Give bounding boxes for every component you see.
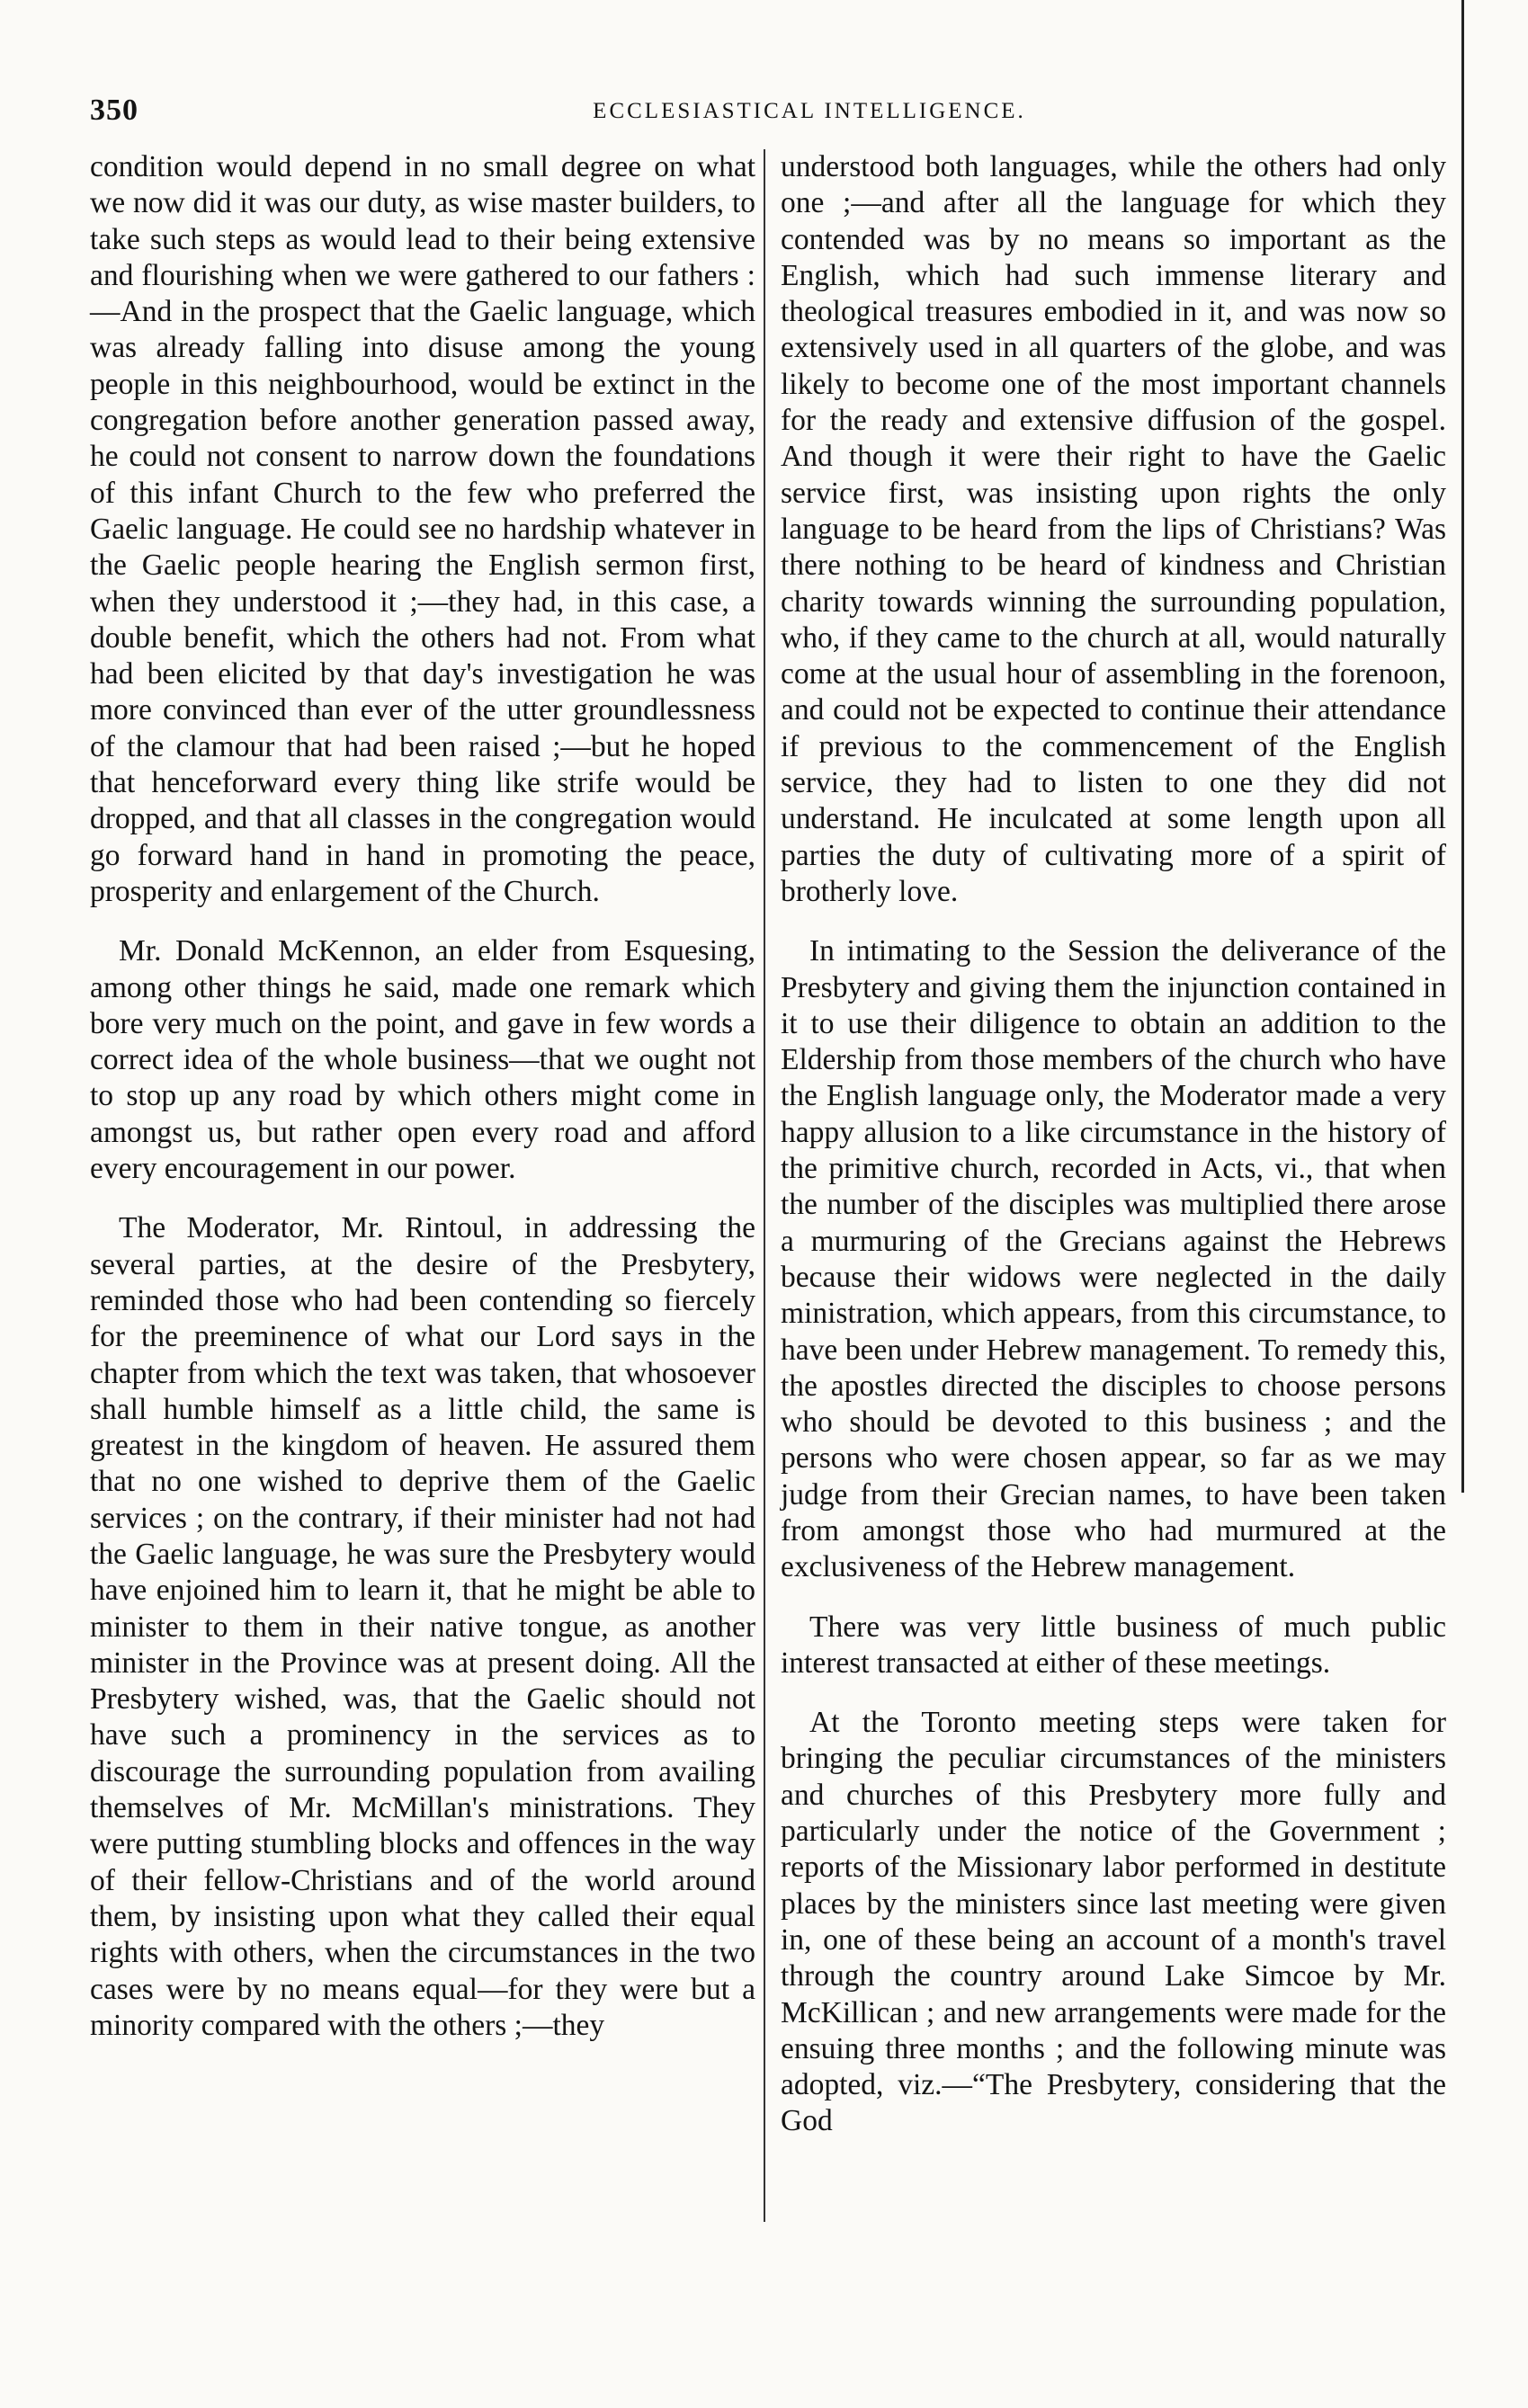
paragraph-business: There was very little business of much public interest transacted at either of these meetings.	[781, 1610, 1446, 1680]
right-column	[781, 149, 1446, 2140]
paragraph-mckennon: Mr. Donald McKennon, an elder from Esquesing, among other things he said, made one remark which bore very much on the point, and gave in few words a correct idea of the whole business—that we ought not to stop up any road by which others might come in amongst us, but rather open every road and afford every encouragement in our power.	[90, 934, 755, 1186]
left-column	[90, 149, 755, 2044]
paragraph-moderator: The Moderator, Mr. Rintoul, in addressing the several parties, at the desire of the Presbytery, reminded those who had been contending so fiercely for the preeminence of what our Lord says in the chapter from which the text was taken, that whosoever shall humble himself as a little child, the same is greatest in the kingdom of heaven. He assured them that no one wished to deprive them of the Gaelic services ; on the contrary, if their minister had not had the Gaelic language, he was sure the Presbytery would have enjoined him to learn it, that he might be able to minister to them in their native tongue, as another minister in the Province was at present doing. All the Presbytery wished, was, that the Gaelic should not have such a prominency in the services as to discourage the surrounding population from availing themselves of Mr. McMillan's ministrations. They were putting stumbling blocks and offences in the way of their fellow-Christians and of the world around them, by insisting upon what they called their equal rights with others, when the circumstances in the two cases were by no means equal—for they were but a minority compared with the others ;—they	[90, 1211, 755, 2042]
paragraph-languages: understood both languages, while the others had only one ;—and after all the language for which they contended was by no means so important as the English, which had such immense literary and theological treasures embodied in it, and was now so extensively used in all quarters of the globe, and was likely to become one of the most important channels for the ready and extensive diffusion of the gospel. And though it were their right to have the Gaelic service first, was insisting upon rights the only language to be heard from the lips of Christians? Was there nothing to be heard of kindness and Christian charity towards winning the surrounding population, who, if they came to the church at all, would naturally come at the usual hour of assembling in the forenoon, and could not be expected to continue their attendance if previous to the commencement of the English service, they had to listen to one they did not understand. He inculcated at some length upon all parties the duty of cultivating more of a spirit of brotherly love.	[781, 150, 1446, 908]
column-divider	[764, 149, 765, 2222]
section-title: ECCLESIASTICAL INTELLIGENCE.	[593, 99, 1026, 123]
paragraph-session: In intimating to the Session the deliverance of the Presbytery and giving them the injunction contained in it to use their diligence to obtain an addition to the Eldership from those members of the church who have the English language only, the Moderator made a very happy allusion to a like circumstance in the history of the primitive church, recorded in Acts, vi., that when the number of the disciples was multiplied there arose a murmuring of the Grecians against the Hebrews because their widows were neglected in the daily ministration, which appears, from this circumstance, to have been under Hebrew management. To remedy this, the apostles directed the disciples to choose persons who should be devoted to this business ; and the persons who were chosen appear, so far as we may judge from their Grecian names, to have been taken from amongst those who had murmured at the exclusiveness of the Hebrew management.	[781, 934, 1446, 1584]
paragraph-toronto: At the Toronto meeting steps were taken for bringing the peculiar circumstances of the ministers and churches of this Presbytery more fully and particularly under the notice of the Government ; reports of the Missionary labor performed in destitute places by the ministers since last meeting were given in, one of these being an account of a month's travel through the country around Lake Simcoe by Mr. McKillican ; and new arrangements were made for the ensuing three months ; and the following minute was adopted, viz.—“The Presbytery, considering that the God	[781, 1706, 1446, 2138]
paragraph-continued: condition would depend in no small degree on what we now did it was our duty, as wise master builders, to take such steps as would lead to their being extensive and flourishing when we were gathered to our fathers :—And in the prospect that the Gaelic language, which was already falling into disuse among the young people in this neighbourhood, would be extinct in the congregation before another generation passed away, he could not consent to narrow down the foundations of this infant Church to the few who preferred the Gaelic language. He could see no hardship whatever in the Gaelic people hearing the English sermon first, when they understood it ;—they had, in this case, a double benefit, which the others had not. From what had been elicited by that day's investigation he was more convinced than ever of the utter groundlessness of the clamour that had been raised ;—but he hoped that henceforward every thing like strife would be dropped, and that all classes in the congregation would go forward hand in hand in promoting the peace, prosperity and enlargement of the Church.	[90, 150, 755, 908]
running-head	[90, 94, 1457, 129]
page-edge-line	[1461, 0, 1464, 1493]
page-number: 350	[90, 94, 139, 127]
